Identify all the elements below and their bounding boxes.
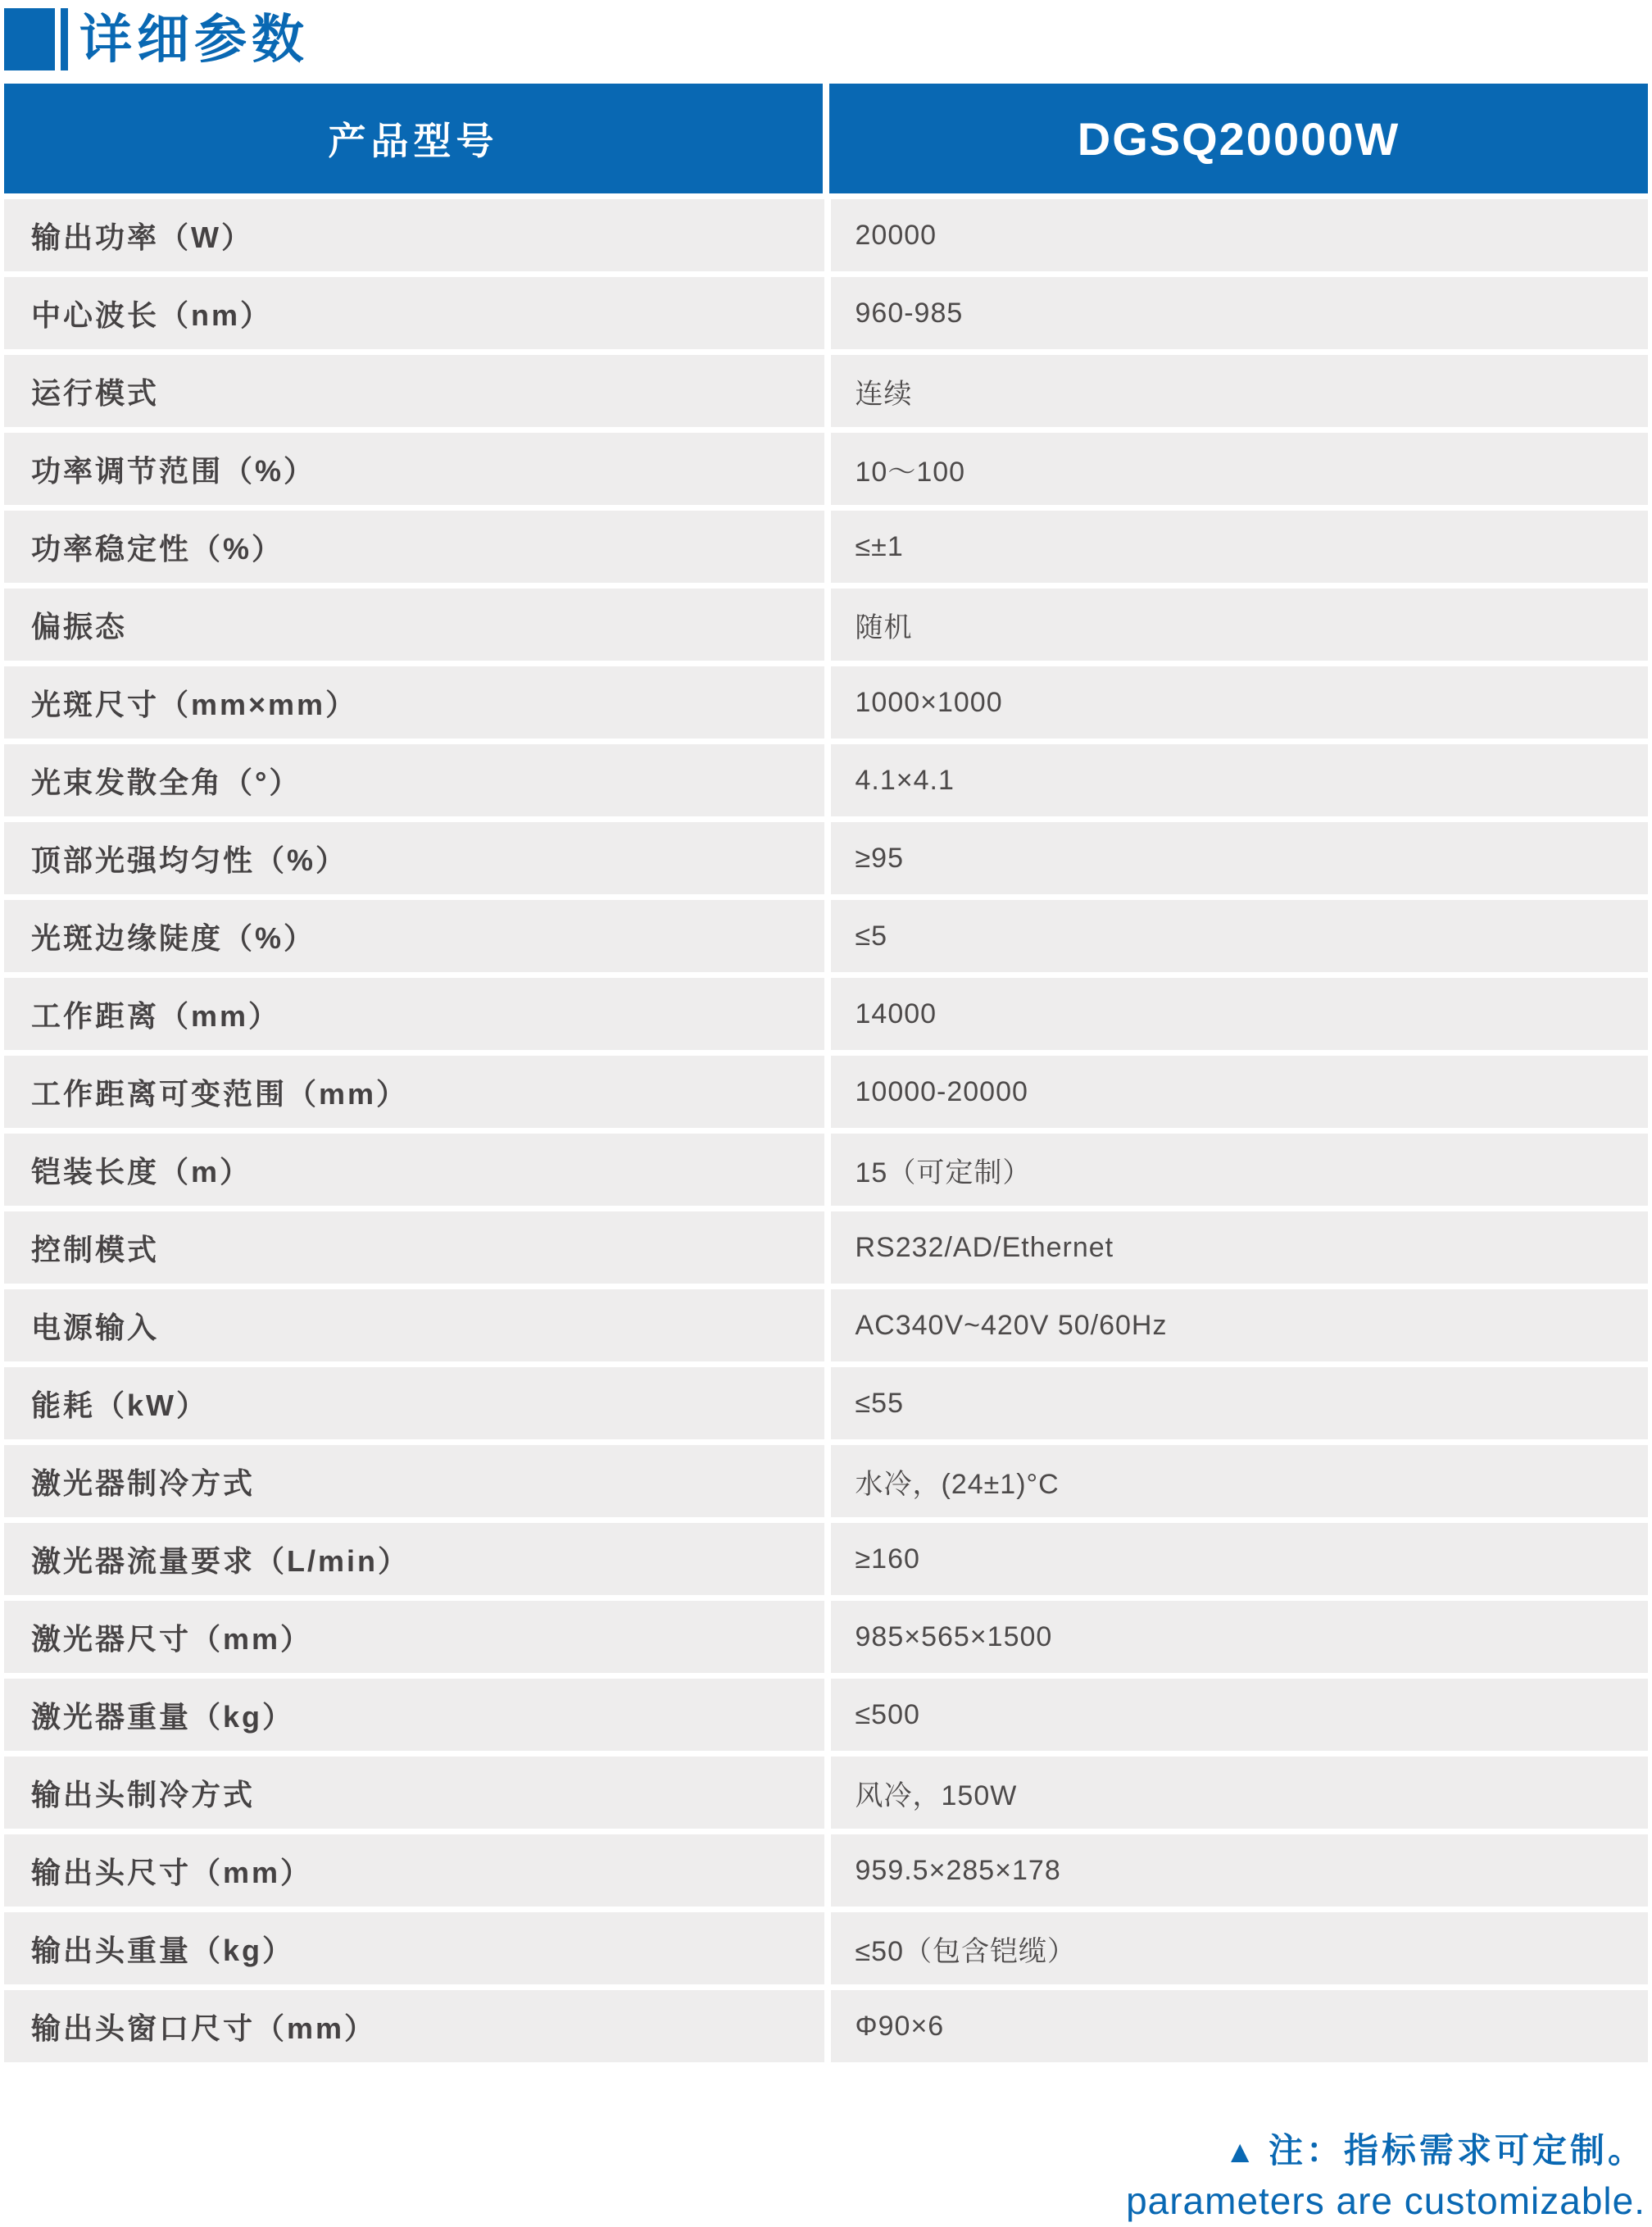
table-header-product-model: 产品型号	[4, 84, 823, 193]
table-header-model-number: DGSQ20000W	[829, 84, 1648, 193]
table-row	[4, 744, 1648, 816]
row-parameter-label: 铠装长度（m）	[4, 1134, 824, 1206]
row-parameter-label: 激光器流量要求（L/min）	[4, 1523, 824, 1595]
row-parameter-label: 能耗（kW）	[4, 1367, 824, 1439]
row-parameter-value: ≤50（包含铠缆）	[831, 1912, 1649, 1984]
row-parameter-value: 959.5×285×178	[831, 1834, 1649, 1907]
row-parameter-value: Φ90×6	[831, 1990, 1649, 2062]
row-parameter-value: ≥95	[831, 822, 1649, 894]
table-row	[4, 1056, 1648, 1128]
row-parameter-label: 光斑尺寸（mm×mm）	[4, 666, 824, 739]
row-parameter-value: RS232/AD/Ethernet	[831, 1211, 1649, 1284]
table-row	[4, 1289, 1648, 1361]
row-parameter-value: 随机	[831, 589, 1649, 661]
table-row	[4, 1834, 1648, 1907]
table-row	[4, 1990, 1648, 2062]
row-parameter-value: 14000	[831, 978, 1649, 1050]
table-row	[4, 1601, 1648, 1673]
table-row	[4, 666, 1648, 739]
spec-table	[4, 84, 1648, 2062]
table-row	[4, 1134, 1648, 1206]
row-parameter-label: 功率调节范围（%）	[4, 433, 824, 505]
footnote-cn-text: 注：指标需求可定制。	[1268, 2131, 1645, 2170]
triangle-icon: ▲	[1224, 2135, 1255, 2170]
table-row	[4, 1211, 1648, 1284]
table-body	[4, 199, 1648, 2062]
row-parameter-value: 1000×1000	[831, 666, 1649, 739]
row-parameter-value: 10000-20000	[831, 1056, 1649, 1128]
row-parameter-label: 控制模式	[4, 1211, 824, 1284]
section-title-block	[4, 5, 1652, 74]
footnote	[1126, 2129, 1645, 2224]
row-parameter-label: 工作距离可变范围（mm）	[4, 1056, 824, 1128]
table-row	[4, 978, 1648, 1050]
row-parameter-value: 985×565×1500	[831, 1601, 1649, 1673]
row-parameter-label: 输出头尺寸（mm）	[4, 1834, 824, 1907]
row-parameter-label: 工作距离（mm）	[4, 978, 824, 1050]
footnote-line-cn	[1126, 2129, 1645, 2174]
title-square-icon	[4, 8, 55, 70]
row-parameter-label: 激光器制冷方式	[4, 1445, 824, 1517]
row-parameter-value: ≤5	[831, 900, 1649, 972]
table-row	[4, 1757, 1648, 1829]
row-parameter-value: 20000	[831, 199, 1649, 271]
row-parameter-value: ≤500	[831, 1679, 1649, 1751]
row-parameter-value: ≤±1	[831, 511, 1649, 583]
row-parameter-label: 激光器尺寸（mm）	[4, 1601, 824, 1673]
row-parameter-value: ≤55	[831, 1367, 1649, 1439]
row-parameter-value: 4.1×4.1	[831, 744, 1649, 816]
table-row	[4, 1445, 1648, 1517]
row-parameter-label: 输出头制冷方式	[4, 1757, 824, 1829]
footnote-line-en: parameters are customizable.	[1126, 2179, 1645, 2222]
table-row	[4, 589, 1648, 661]
row-parameter-label: 光束发散全角（°）	[4, 744, 824, 816]
table-row	[4, 1679, 1648, 1751]
table-row	[4, 1367, 1648, 1439]
table-row	[4, 199, 1648, 271]
table-row	[4, 900, 1648, 972]
row-parameter-value: 10～100	[831, 433, 1649, 505]
row-parameter-label: 偏振态	[4, 589, 824, 661]
row-parameter-value: 960-985	[831, 277, 1649, 349]
row-parameter-label: 运行模式	[4, 355, 824, 427]
title-vertical-bar-icon	[61, 8, 68, 70]
row-parameter-label: 输出头窗口尺寸（mm）	[4, 1990, 824, 2062]
table-header-row	[4, 84, 1648, 193]
row-parameter-label: 激光器重量（kg）	[4, 1679, 824, 1751]
page-title: 详细参数	[79, 10, 309, 69]
row-parameter-label: 顶部光强均匀性（%）	[4, 822, 824, 894]
table-row	[4, 511, 1648, 583]
row-parameter-label: 光斑边缘陡度（%）	[4, 900, 824, 972]
row-parameter-label: 中心波长（nm）	[4, 277, 824, 349]
row-parameter-value: AC340V~420V 50/60Hz	[831, 1289, 1649, 1361]
table-row	[4, 433, 1648, 505]
row-parameter-value: ≥160	[831, 1523, 1649, 1595]
table-row	[4, 277, 1648, 349]
row-parameter-label: 输出头重量（kg）	[4, 1912, 824, 1984]
row-parameter-label: 电源输入	[4, 1289, 824, 1361]
table-row	[4, 822, 1648, 894]
row-parameter-label: 输出功率（W）	[4, 199, 824, 271]
row-parameter-value: 连续	[831, 355, 1649, 427]
row-parameter-value: 水冷，(24±1)°C	[831, 1445, 1649, 1517]
row-parameter-value: 15（可定制）	[831, 1134, 1649, 1206]
row-parameter-value: 风冷，150W	[831, 1757, 1649, 1829]
table-row	[4, 1912, 1648, 1984]
table-row	[4, 1523, 1648, 1595]
row-parameter-label: 功率稳定性（%）	[4, 511, 824, 583]
table-row	[4, 355, 1648, 427]
